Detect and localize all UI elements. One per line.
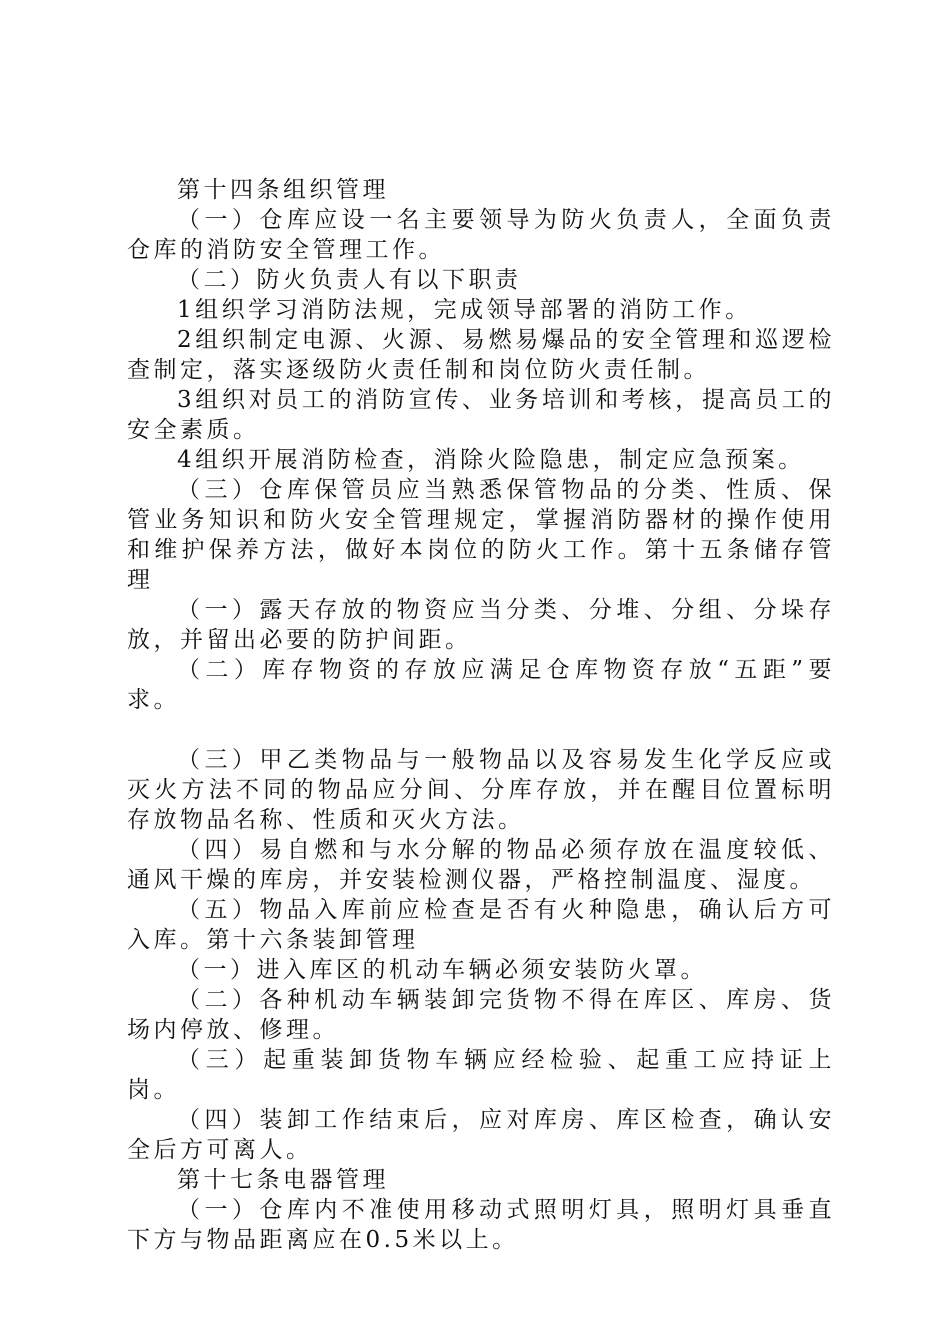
paragraph: 4组织开展消防检查，消除火险隐患，制定应急预案。: [177, 447, 805, 473]
paragraph: （二）各种机动车辆装卸完货物不得在库区、库房、货场内停放、修理。: [127, 987, 835, 1043]
paragraph: （二）库存物资的存放应满足仓库物资存放“五距”要求。: [127, 657, 835, 713]
paragraph: （四）易自燃和与水分解的物品必须存放在温度较低、通风干燥的库房，并安装检测仪器，严格控制温度、湿度。: [127, 837, 835, 893]
paragraph: 3组织对员工的消防宣传、业务培训和考核，提高员工的安全素质。: [127, 387, 835, 443]
paragraph: （一）仓库应设一名主要领导为防火负责人，全面负责仓库的消防安全管理工作。: [127, 207, 835, 263]
paragraph: （三）仓库保管员应当熟悉保管物品的分类、性质、保管业务知识和防火安全管理规定，掌握消防器材的操作使用和维护保养方法，做好本岗位的防火工作。第十五条储存管理: [127, 477, 835, 593]
paragraph: 1组织学习消防法规，完成领导部署的消防工作。: [177, 297, 752, 323]
paragraph: （二）防火负责人有以下职责: [177, 267, 522, 293]
paragraph: （一）仓库内不准使用移动式照明灯具，照明灯具垂直下方与物品距离应在0.5米以上。: [127, 1197, 835, 1253]
paragraph: （五）物品入库前应检查是否有火种隐患，确认后方可入库。第十六条装卸管理: [127, 897, 835, 953]
paragraph: （一）进入库区的机动车辆必须安装防火罩。: [177, 957, 707, 983]
paragraph: （三）起重装卸货物车辆应经检验、起重工应持证上岗。: [127, 1047, 835, 1103]
paragraph: （一）露天存放的物资应当分类、分堆、分组、分垛存放，并留出必要的防护间距。: [127, 597, 835, 653]
paragraph: （三）甲乙类物品与一般物品以及容易发生化学反应或灭火方法不同的物品应分间、分库存放，并在醒目位置标明存放物品名称、性质和灭火方法。: [127, 747, 835, 833]
document-body: [127, 175, 835, 1255]
article-17-heading: 第十七条电器管理: [177, 1167, 389, 1193]
article-14-heading: 第十四条组织管理: [177, 177, 389, 203]
paragraph: （四）装卸工作结束后，应对库房、库区检查，确认安全后方可离人。: [127, 1107, 835, 1163]
paragraph: 2组织制定电源、火源、易燃易爆品的安全管理和巡逻检查制定，落实逐级防火责任制和岗位防火责任制。: [127, 327, 835, 383]
